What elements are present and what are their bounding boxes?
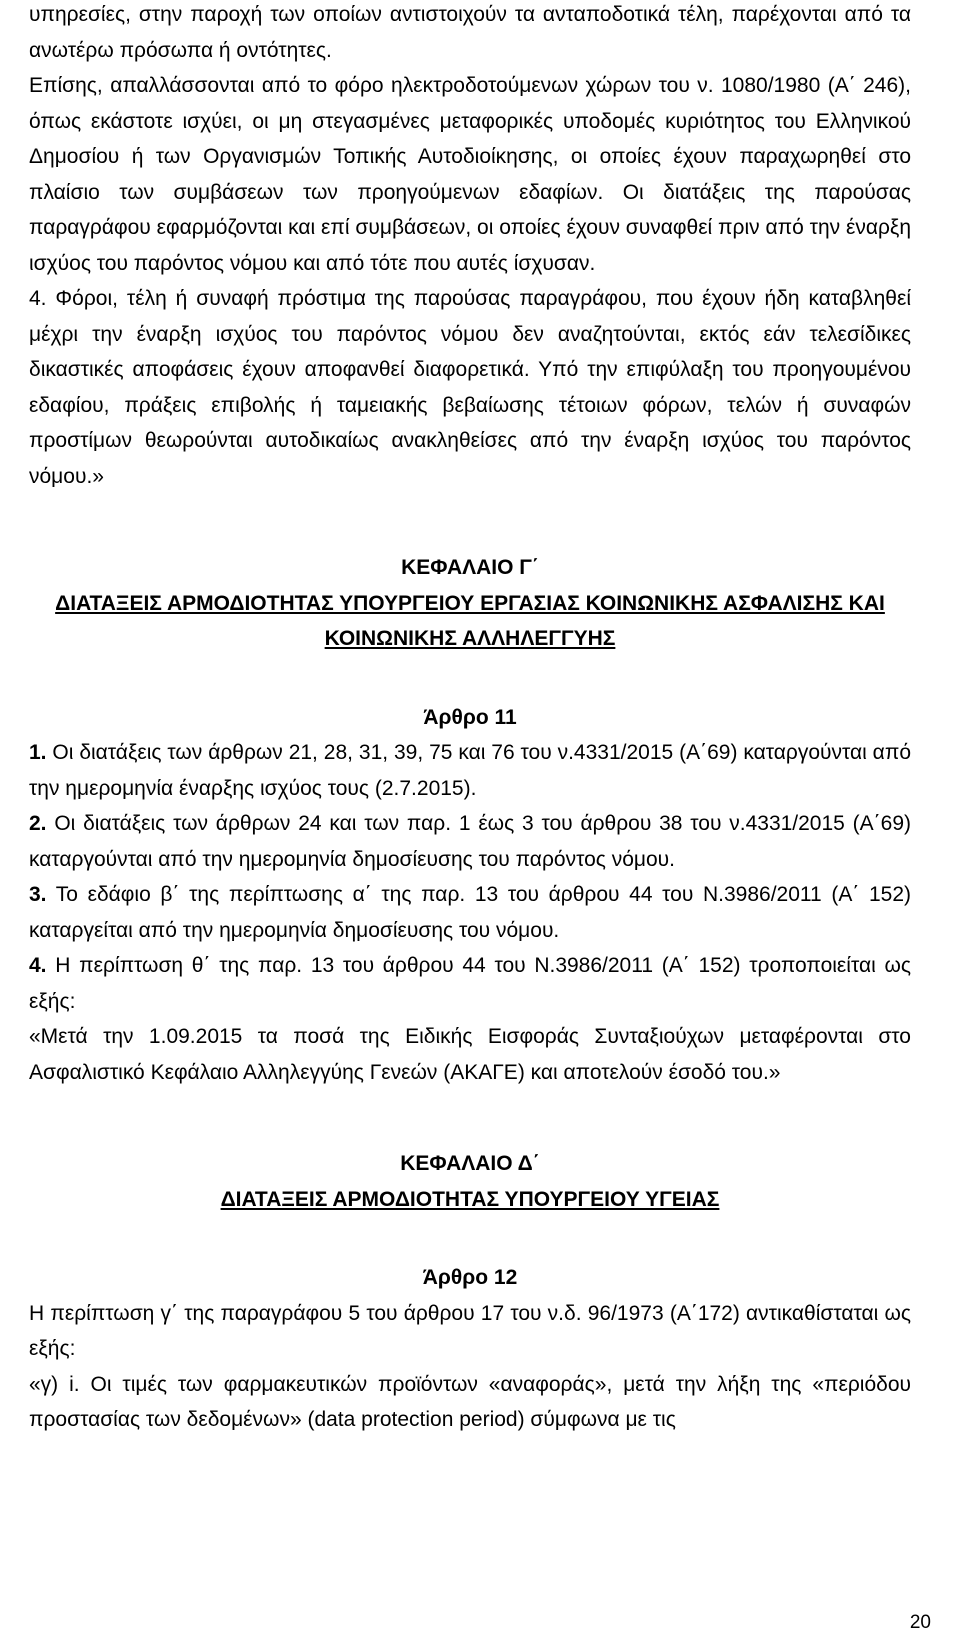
article-item xyxy=(29,806,911,877)
article-title: Άρθρο 12 xyxy=(422,1266,518,1289)
item-number: 3. xyxy=(29,883,47,906)
article-item xyxy=(29,877,911,948)
chapter-title: ΚΕΦΑΛΑΙΟ Δ΄ xyxy=(400,1152,540,1175)
quoted-amendment: «Μετά την 1.09.2015 τα ποσά της Ειδικής Εισφοράς Συνταξιούχων μεταφέρονται στο Ασφαλιστικό Κεφάλαιο Αλληλεγγύης Γενεών (ΑΚΑΓΕ) και αποτελούν έσοδό του.» xyxy=(29,1025,911,1084)
article-title: Άρθρο 11 xyxy=(423,705,517,729)
item-text: Το εδάφιο β΄ της περίπτωσης α΄ της παρ. 13 του άρθρου 44 του Ν.3986/2011 (Α΄ 152) καταργείται από την ημερομηνία δημοσίευσης του νόμου. xyxy=(29,883,911,942)
paragraph: 4. Φόροι, τέλη ή συναφή πρόστιμα της παρούσας παραγράφου, που έχουν ήδη καταβληθεί μέχρι την έναρξη ισχύος του παρόντος νόμου δεν αναζητούνται, εκτός εάν τελεσίδικες δικαστικές αποφάσεις έχουν αποφανθεί διαφορετικά. Υπό την επιφύλαξη του προηγουμένου εδαφίου, πράξεις επιβολής ή ταμειακής βεβαίωσης τέτοιων φόρων, τελών ή συναφών προστίμων θεωρούνται αυτοδικαίως ανακληθείσες από την έναρξη ισχύος του παρόντος νόμου.» xyxy=(29,287,911,488)
item-text: Η περίπτωση θ΄ της παρ. 13 του άρθρου 44 του Ν.3986/2011 (Α΄ 152) τροποποιείται ως εξής: xyxy=(29,954,911,1013)
item-number: 1. xyxy=(29,741,47,764)
paragraph: υπηρεσίες, στην παροχή των οποίων αντιστοιχούν τα ανταποδοτικά τέλη, παρέχονται από τα ανωτέρω πρόσωπα ή οντότητες. xyxy=(29,3,911,62)
chapter-title: ΚΕΦΑΛΑΙΟ Γ΄ xyxy=(401,556,539,579)
chapter-subtitle: ΔΙΑΤΑΞΕΙΣ ΑΡΜΟΔΙΟΤΗΤΑΣ ΥΠΟΥΡΓΕΙΟΥ ΥΓΕΙΑΣ xyxy=(220,1187,720,1211)
document-body xyxy=(29,0,911,1438)
paragraph: Η περίπτωση γ΄ της παραγράφου 5 του άρθρου 17 του ν.δ. 96/1973 (Α΄172) αντικαθίσταται ως εξής: xyxy=(29,1301,911,1360)
paragraph: «γ) i. Οι τιμές των φαρμακευτικών προϊόντων «αναφοράς», μετά την λήξη της «περιόδου προστασίας των δεδομένων» (data protection period) σύμφωνα με τις xyxy=(29,1372,911,1431)
item-number: 2. xyxy=(29,812,47,835)
item-number: 4. xyxy=(29,954,47,977)
item-text: Οι διατάξεις των άρθρων 21, 28, 31, 39, 75 και 76 του ν.4331/2015 (Α΄69) καταργούνται από την ημερομηνία έναρξης ισχύος τους (2.7.2015). xyxy=(29,741,911,800)
chapter-subtitle: ΔΙΑΤΑΞΕΙΣ ΑΡΜΟΔΙΟΤΗΤΑΣ ΥΠΟΥΡΓΕΙΟΥ ΕΡΓΑΣΙΑΣ ΚΟΙΝΩΝΙΚΗΣ ΑΣΦΑΛΙΣΗΣ ΚΑΙ ΚΟΙΝΩΝΙΚΗΣ ΑΛΛΗΛΕΓΓΥΗΣ xyxy=(55,591,885,650)
item-text: Οι διατάξεις των άρθρων 24 και των παρ. 1 έως 3 του άρθρου 38 του ν.4331/2015 (Α΄69) καταργούνται από την ημερομηνία δημοσίευσης του παρόντος νόμου. xyxy=(29,812,911,871)
page-number: 20 xyxy=(909,1612,931,1633)
article-item xyxy=(29,735,911,806)
article-item xyxy=(29,948,911,1019)
paragraph: Επίσης, απαλλάσσονται από το φόρο ηλεκτροδοτούμενων χώρων του ν. 1080/1980 (Α΄ 246), όπως εκάστοτε ισχύει, οι μη στεγασμένες μεταφορικές υποδομές κυριότητος του Ελληνικού Δημοσίου ή των Οργανισμών Τοπικής Αυτοδιοίκησης, οι οποίες έχουν παραχωρηθεί στο πλαίσιο των συμβάσεων των προηγούμενων εδαφίων. Οι διατάξεις της παρούσας παραγράφου εφαρμόζονται και επί συμβάσεων, οι οποίες έχουν συναφθεί πριν από την έναρξη ισχύος του παρόντος νόμου και από τότε που αυτές ίσχυσαν. xyxy=(29,74,911,275)
